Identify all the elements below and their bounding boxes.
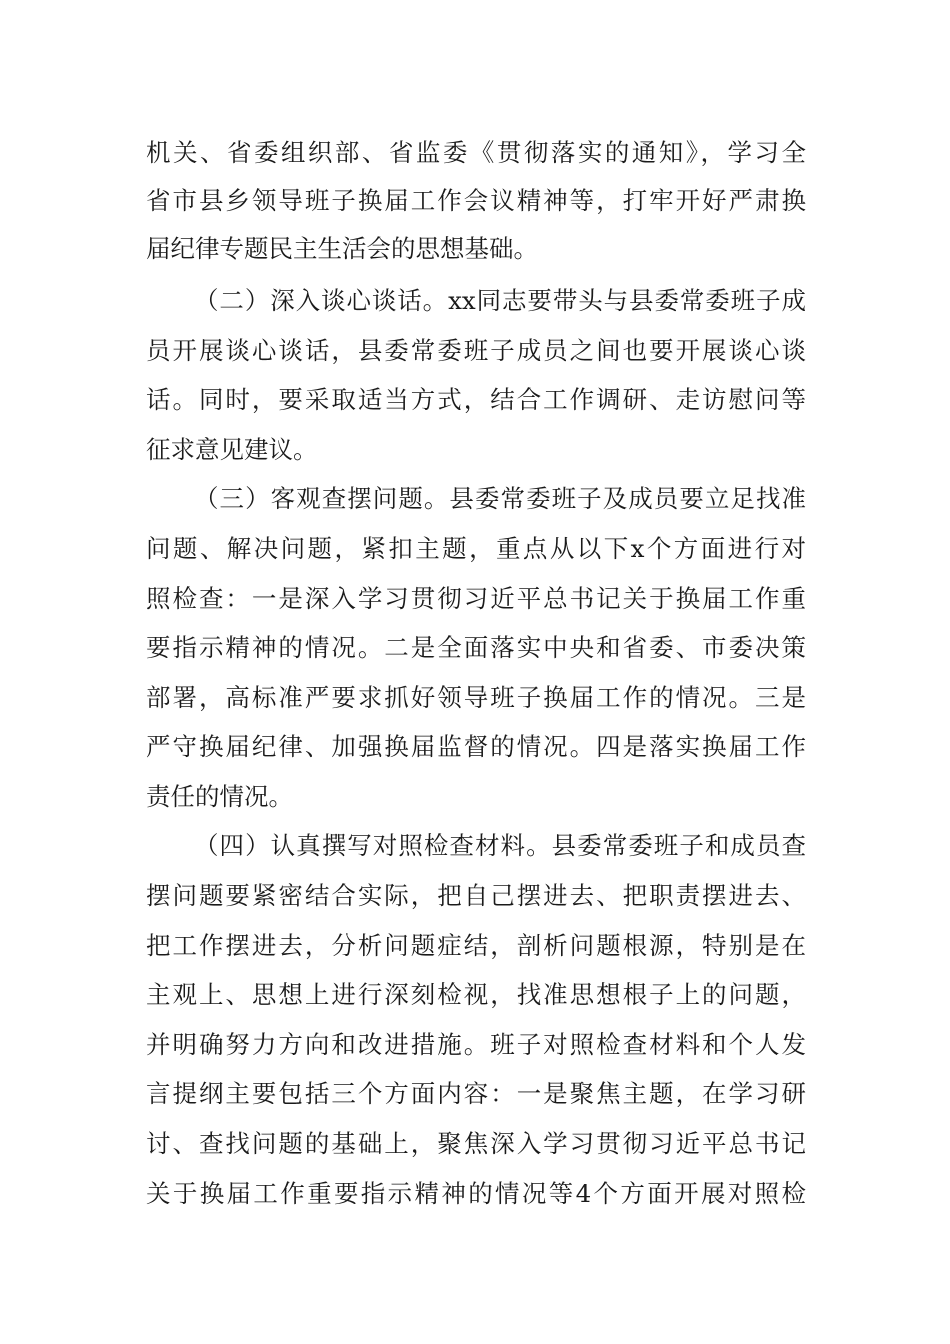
text-line-20: 言提纲主要包括三个方面内容：一是聚焦主题，在学习研 — [146, 1079, 806, 1108]
text-line-19: 并明确努力方向和改进措施。班子对照检查材料和个人发 — [146, 1030, 806, 1059]
text-line-4: （二）深入谈心谈话。xx同志要带头与县委常委班子成 — [194, 286, 806, 315]
text-line-16: 摆问题要紧密结合实际，把自己摆进去、把职责摆进去、 — [146, 881, 806, 910]
text-line-22: 关于换届工作重要指示精神的情况等4个方面开展对照检 — [146, 1179, 806, 1208]
text-line-21: 讨、查找问题的基础上，聚焦深入学习贯彻习近平总书记 — [146, 1129, 806, 1158]
text-line-14: 责任的情况。 — [146, 782, 293, 811]
text-line-6: 话。同时，要采取适当方式，结合工作调研、走访慰问等 — [146, 385, 806, 414]
text-line-15: （四）认真撰写对照检查材料。县委常委班子和成员查 — [194, 831, 806, 860]
text-line-12: 部署，高标准严要求抓好领导班子换届工作的情况。三是 — [146, 683, 806, 712]
text-line-10: 照检查：一是深入学习贯彻习近平总书记关于换届工作重 — [146, 584, 806, 613]
text-line-13: 严守换届纪律、加强换届监督的情况。四是落实换届工作 — [146, 732, 806, 761]
text-line-9: 问题、解决问题，紧扣主题，重点从以下x个方面进行对 — [146, 534, 806, 563]
text-line-7: 征求意见建议。 — [146, 435, 318, 464]
text-line-17: 把工作摆进去，分析问题症结，剖析问题根源，特别是在 — [146, 931, 806, 960]
text-line-8: （三）客观查摆问题。县委常委班子及成员要立足找准 — [194, 484, 806, 513]
text-line-11: 要指示精神的情况。二是全面落实中央和省委、市委决策 — [146, 633, 806, 662]
text-line-1: 机关、省委组织部、省监委《贯彻落实的通知》，学习全 — [146, 138, 806, 167]
text-line-3: 届纪律专题民主生活会的思想基础。 — [146, 234, 538, 263]
text-line-2: 省市县乡领导班子换届工作会议精神等，打牢开好严肃换 — [146, 186, 806, 215]
text-line-18: 主观上、思想上进行深刻检视，找准思想根子上的问题， — [146, 980, 806, 1009]
text-line-5: 员开展谈心谈话，县委常委班子成员之间也要开展谈心谈 — [146, 336, 806, 365]
